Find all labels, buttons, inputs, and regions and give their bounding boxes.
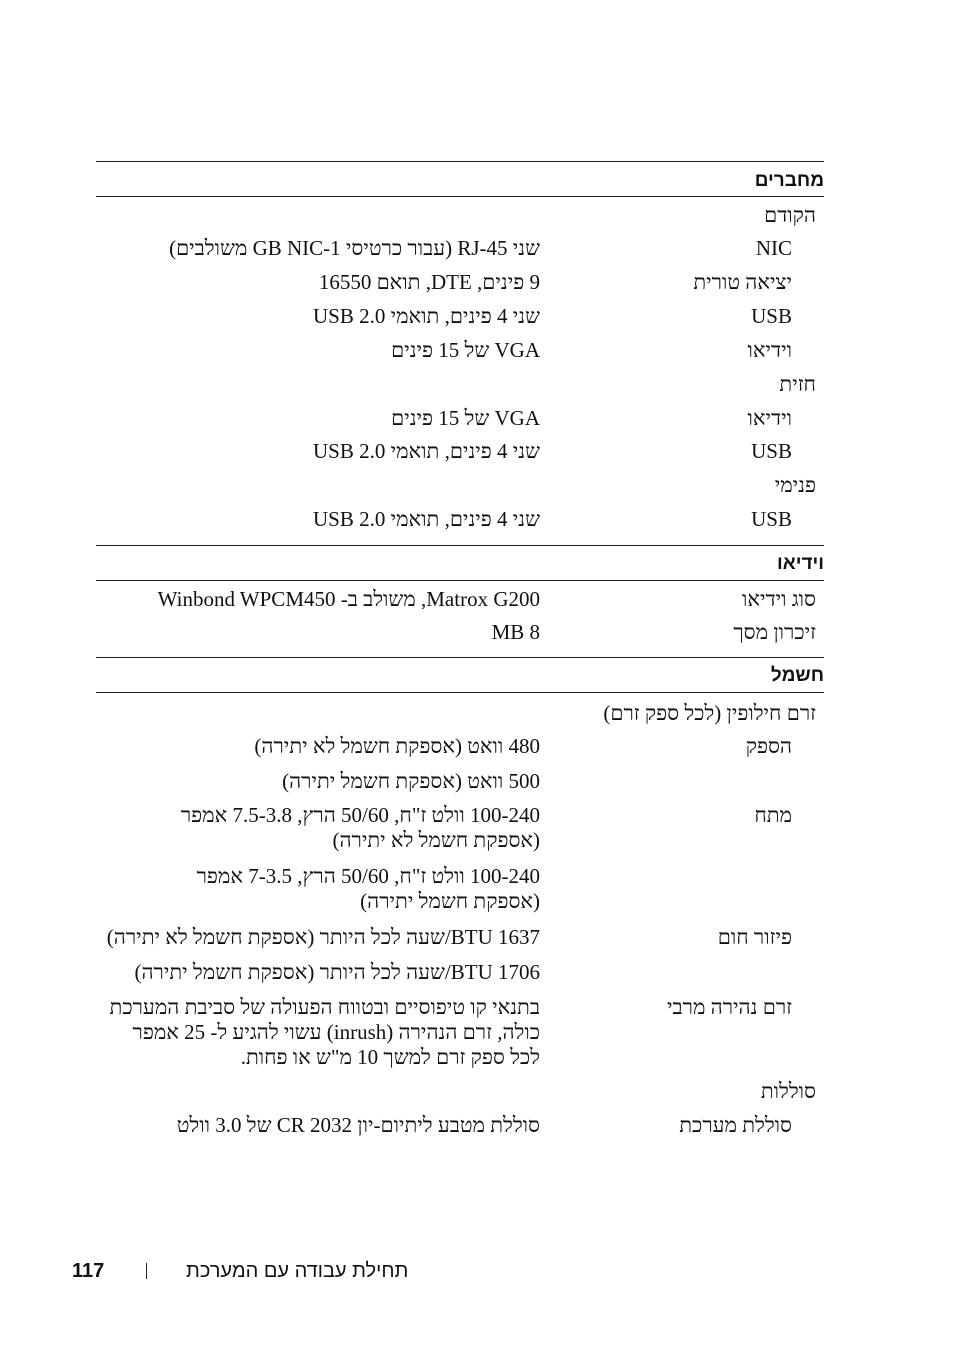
value-heat-2: 1706 BTU/שעה לכל היותר (אספקת חשמל יתירה) — [134, 960, 540, 984]
label-supply: הספק — [745, 734, 792, 758]
label-video-rear: וידיאו — [747, 338, 792, 362]
section-title-video: וידיאו — [777, 553, 824, 574]
label-serial: יציאה טורית — [693, 270, 792, 294]
footer-divider — [146, 1263, 147, 1279]
label-nic: NIC — [755, 236, 792, 260]
label-video-front: וידיאו — [747, 406, 792, 430]
rule-below-video — [96, 580, 824, 581]
value-nic: שני RJ-45 (עבור כרטיסי 1-GB NIC משולבים) — [169, 236, 540, 260]
section-title-power: חשמל — [770, 665, 824, 686]
value-video-front: VGA של 15 פינים — [391, 406, 540, 430]
value-supply-1: 480 וואט (אספקת חשמל לא יתירה) — [254, 734, 540, 758]
footer-chapter-title: תחילת עבודה עם המערכת — [186, 1260, 409, 1282]
value-serial: 9 פינים, DTE, תואם 16550 — [318, 270, 540, 294]
rule-top-video — [96, 545, 824, 546]
label-inrush: זרם נהירה מרבי — [667, 995, 792, 1019]
value-usb-internal: שני 4 פינים, תואמי USB 2.0 — [312, 507, 540, 531]
value-supply-2: 500 וואט (אספקת חשמל יתירה) — [282, 769, 540, 793]
value-video-rear: VGA של 15 פינים — [391, 338, 540, 362]
label-usb-front: USB — [751, 439, 792, 463]
label-usb-rear: USB — [751, 304, 792, 328]
rule-below-connectors — [96, 196, 824, 197]
value-system-battery: סוללת מטבע ליתיום-יון CR 2032 של 3.0 וולט — [176, 1113, 540, 1137]
value-voltage-2a: 100-240 וולט ז"ח, 50/60 הרץ, 7-3.5 אמפר — [196, 864, 540, 888]
section-title-connectors: מחברים — [754, 170, 824, 191]
value-inrush-3: לכל ספק זרם למשך 10 מ"ש או פחות. — [240, 1045, 540, 1069]
label-internal: פנימי — [774, 473, 816, 497]
label-ac: זרם חילופין (לכל ספק זרם) — [603, 701, 816, 725]
label-batteries: סוללות — [760, 1079, 816, 1103]
label-front: חזית — [779, 372, 816, 396]
value-voltage-1a: 100-240 וולט ז"ח, 50/60 הרץ, 7.5-3.8 אמפר — [180, 803, 540, 827]
label-heat: פיזור חום — [717, 925, 792, 949]
value-video-type: Matrox G200, משולב ב- Winbond WPCM450 — [157, 587, 540, 611]
value-video-memory: 8 MB — [491, 620, 540, 644]
label-rear: הקודם — [764, 203, 816, 227]
label-voltage: מתח — [754, 803, 792, 827]
rule-top-connectors — [96, 161, 824, 162]
value-voltage-1b: (אספקת חשמל לא יתירה) — [332, 828, 540, 852]
label-video-type: סוג וידיאו — [742, 587, 816, 611]
label-usb-internal: USB — [751, 507, 792, 531]
value-heat-1: 1637 BTU/שעה לכל היותר (אספקת חשמל לא יתירה) — [106, 925, 540, 949]
label-system-battery: סוללת מערכת — [679, 1113, 792, 1137]
value-usb-rear: שני 4 פינים, תואמי USB 2.0 — [312, 304, 540, 328]
value-usb-front: שני 4 פינים, תואמי USB 2.0 — [312, 439, 540, 463]
rule-top-power — [96, 657, 824, 658]
page-number: 117 — [72, 1260, 105, 1282]
value-inrush-1: בתנאי קו טיפוסיים ובטווח הפעולה של סביבת המערכת — [109, 995, 540, 1019]
rule-below-power — [96, 692, 824, 693]
label-video-memory: זיכרון מסך — [733, 620, 816, 644]
value-inrush-2: כולה, זרם הנהירה (inrush) עשוי להגיע ל- 25 אמפר — [132, 1020, 540, 1044]
value-voltage-2b: (אספקת חשמל יתירה) — [360, 889, 540, 913]
